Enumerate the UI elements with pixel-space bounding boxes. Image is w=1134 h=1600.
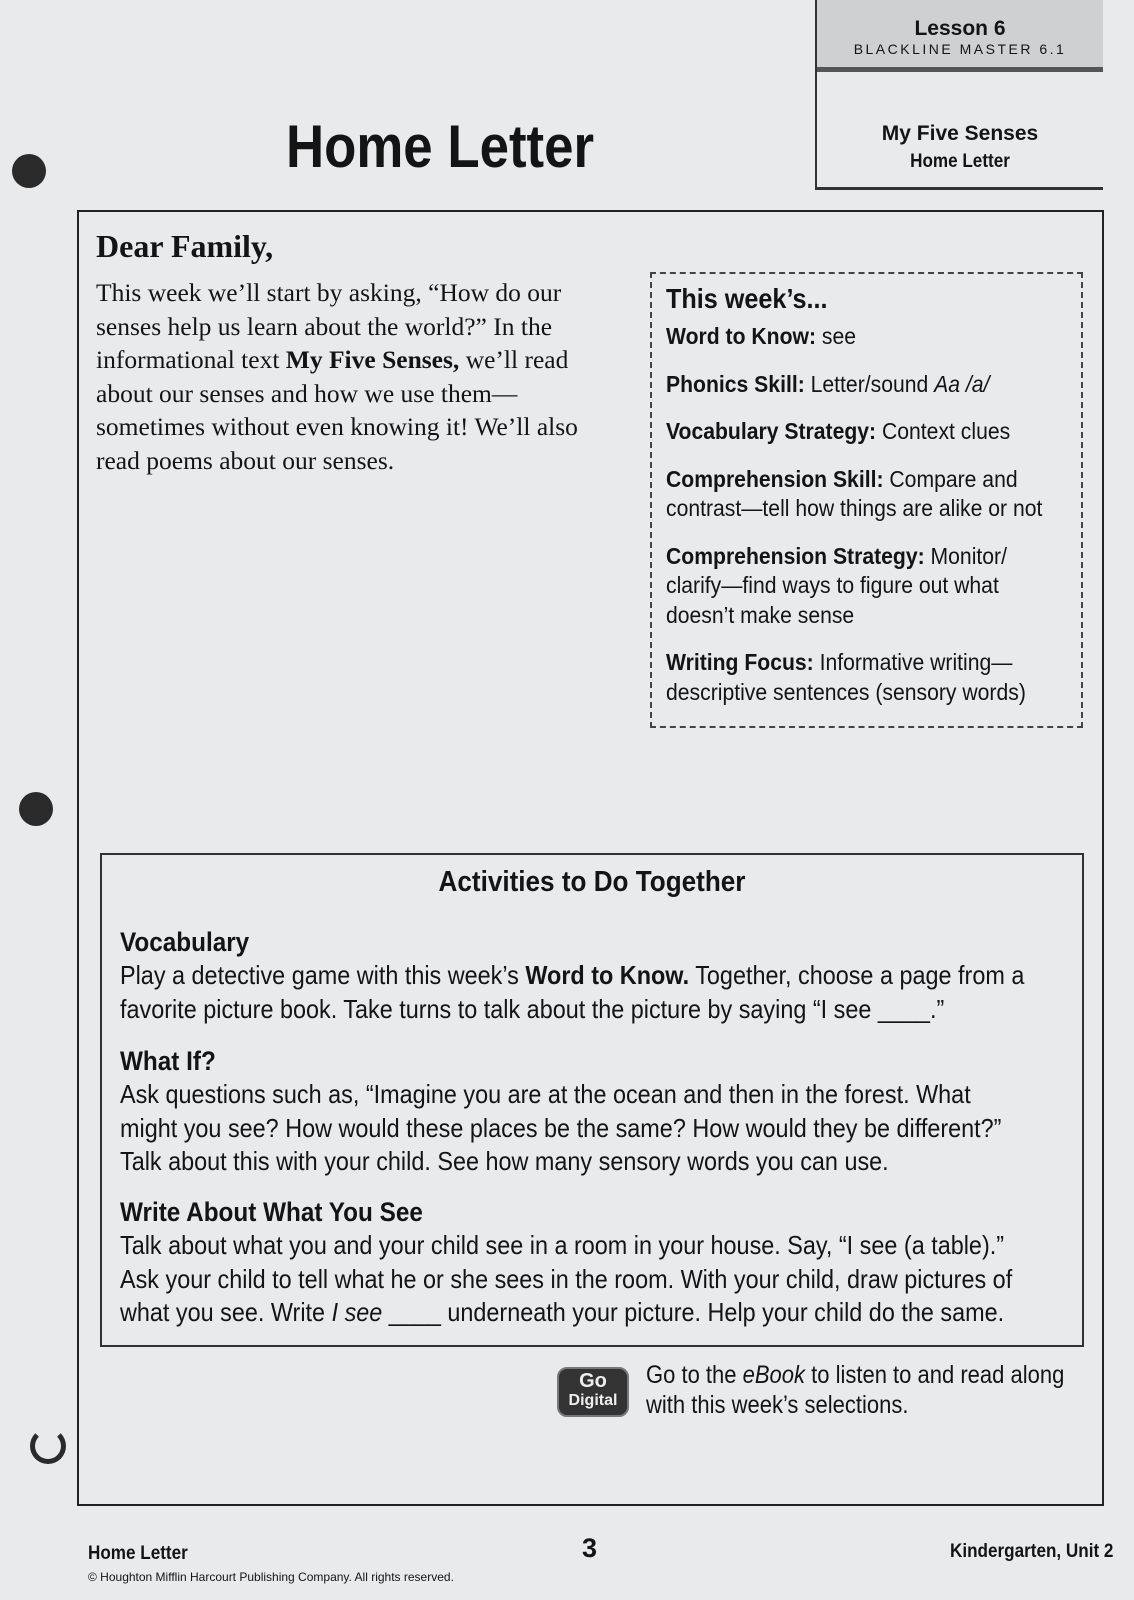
activity-italic-text: I see — [331, 1297, 383, 1327]
page-number: 3 — [582, 1533, 598, 1563]
week-item-text: Compare and contrast—tell how things are alike or not — [666, 465, 1043, 521]
ebook-label: eBook — [742, 1361, 806, 1389]
footer-title: Home Letter — [88, 1543, 188, 1564]
week-item-text: Context clues — [876, 418, 1011, 444]
activity-text: Play a detective game with this week’s — [120, 960, 526, 990]
week-item-vocabulary — [666, 417, 1066, 447]
page-title: Home Letter — [285, 113, 595, 180]
activity-write — [120, 1195, 1029, 1330]
selection-title: My Five Senses — [881, 122, 1039, 145]
this-weeks-title: This week’s... — [666, 283, 828, 314]
activity-heading: Write About What You See — [120, 1197, 423, 1227]
activities-title: Activities to Do Together — [438, 866, 746, 898]
intro-text-2: we’ll read about our senses and how we use them—sometimes without even knowing it! We’ll also read poems about our senses. — [96, 345, 578, 475]
week-item-comprehension-strategy — [666, 542, 1066, 631]
footer-grade-unit: Kindergarten, Unit 2 — [950, 1541, 1114, 1562]
activity-body: Ask questions such as, “Imagine you are at the ocean and then in the forest. What might you see? How would these places be the same? How would they be different?” Talk about this with your child. See how many sensory words you can use. — [120, 1079, 1002, 1176]
week-item-text: see — [816, 323, 857, 349]
selection-type: Home Letter — [910, 151, 1010, 172]
week-item-phonics — [666, 370, 1066, 400]
lesson-subtitle — [817, 120, 1103, 176]
week-item-comprehension-skill — [666, 465, 1066, 524]
activity-body — [120, 1229, 1029, 1330]
greeting: Dear Family, — [96, 228, 274, 264]
week-item-label: Phonics Skill: — [666, 370, 805, 397]
week-item-writing-focus — [666, 648, 1066, 707]
week-item-label: Vocabulary Strategy: — [666, 418, 877, 444]
week-item-label: Comprehension Strategy: — [666, 542, 925, 569]
activity-heading: Vocabulary — [120, 927, 250, 957]
week-item-label: Writing Focus: — [666, 649, 814, 675]
go-digital-text — [646, 1360, 1104, 1420]
go-digital-text-1: Go to the — [646, 1361, 743, 1389]
activity-text: Talk about what you and your child see in a room in your house. Say, “I see (a table).” Ask your child to tell what he or she sees in the room. With your child, draw pictures of what you see. Write — [120, 1230, 1013, 1327]
binder-hole-bottom — [30, 1428, 66, 1464]
week-item-label: Word to Know: — [666, 323, 817, 349]
week-item-text: Monitor/ clarify—find ways to figure out what doesn’t make sense — [666, 542, 1007, 628]
activity-text: Together, choose a page from a favorite picture book. Take turns to talk about the picture by saying “I see ____.” — [120, 960, 1025, 1024]
lesson-number: Lesson 6 — [914, 17, 1006, 40]
intro-text-1: This week we’ll start by asking, “How do our senses help us learn about the world?” In the informational text — [96, 278, 562, 375]
week-item-label: Comprehension Skill: — [666, 465, 884, 492]
activity-heading: What If? — [120, 1046, 216, 1076]
footer-copyright: © Houghton Mifflin Harcourt Publishing Company. All rights reserved. — [88, 1570, 454, 1584]
week-item-italic: Aa /a/ — [934, 370, 990, 397]
go-digital-badge-top: Go — [579, 1370, 607, 1392]
go-digital-badge-bottom: Digital — [568, 1392, 618, 1409]
week-item-text: Informative writing—descriptive sentences (sensory words) — [666, 649, 1026, 705]
binder-hole-middle — [19, 792, 53, 826]
lesson-header — [817, 0, 1103, 72]
activity-vocabulary — [120, 925, 1029, 1026]
week-item-word-to-know — [666, 322, 1066, 352]
lesson-box — [815, 0, 1103, 190]
intro-paragraph — [96, 276, 626, 478]
go-digital-icon — [557, 1367, 629, 1417]
intro-book-title: My Five Senses, — [285, 345, 460, 375]
this-weeks-box — [650, 272, 1083, 728]
week-item-text: Letter/sound — [804, 370, 935, 397]
activity-body — [120, 959, 1029, 1026]
binder-hole-top — [12, 154, 46, 188]
blackline-master: BLACKLINE MASTER 6.1 — [853, 41, 1067, 57]
go-digital-text-2: to listen to and read along with this week’s selections. — [646, 1361, 1065, 1419]
activity-what-if — [120, 1044, 1029, 1179]
activity-bold-text: Word to Know. — [525, 960, 690, 990]
activity-text: ____ underneath your picture. Help your child do the same. — [382, 1297, 1005, 1327]
